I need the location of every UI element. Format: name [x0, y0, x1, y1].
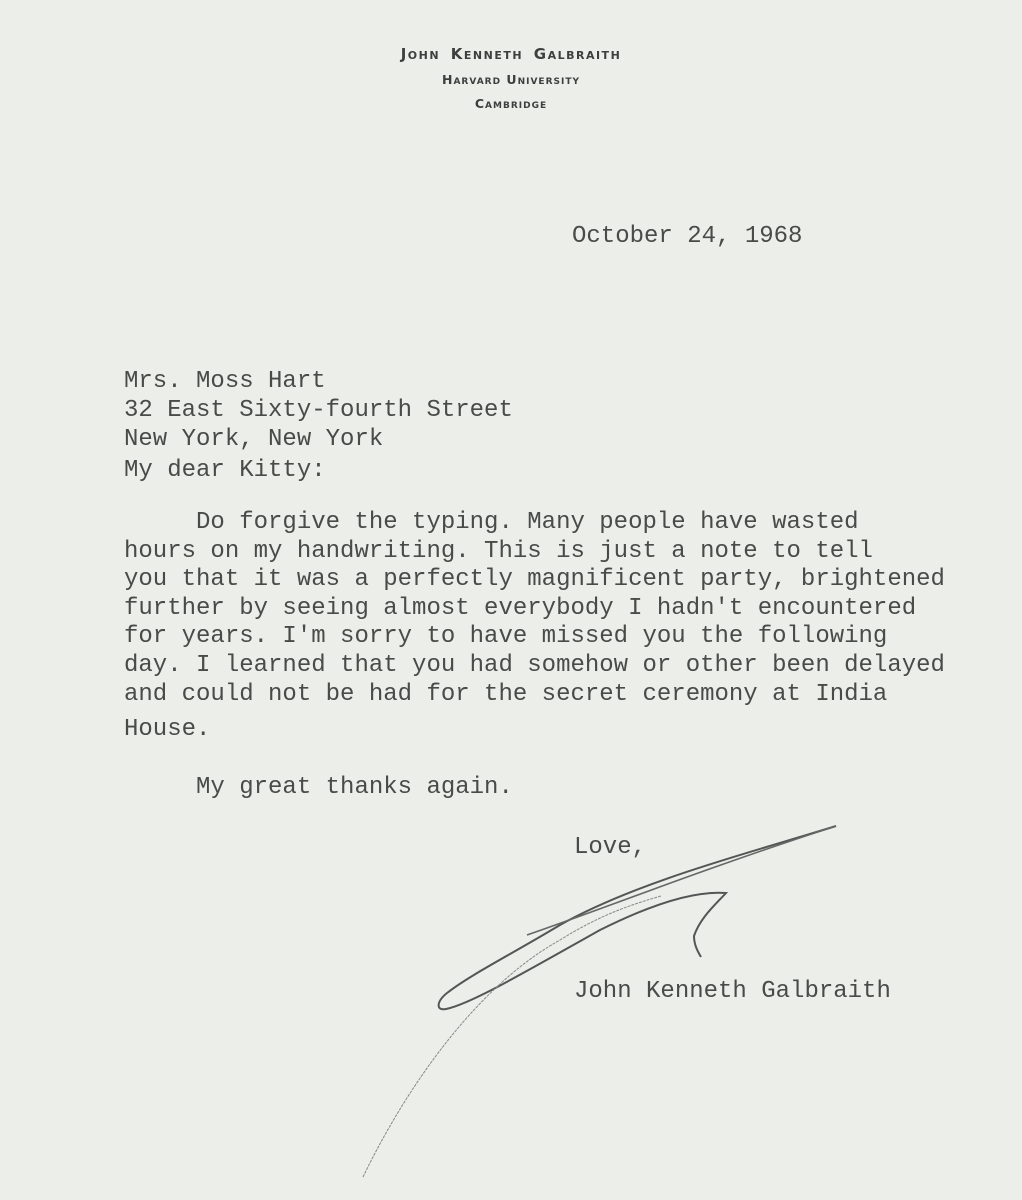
- closing-paragraph: My great thanks again.: [124, 774, 513, 801]
- letterhead-institution: Harvard University: [442, 72, 580, 87]
- body-line: day. I learned that you had somehow or other been delayed: [124, 652, 945, 679]
- body-line: for years. I'm sorry to have missed you the following: [124, 623, 888, 650]
- body-line: House.: [124, 716, 211, 743]
- letterhead-city: Cambridge: [474, 96, 548, 111]
- body-line: Do forgive the typing. Many people have wasted: [124, 509, 859, 536]
- letterhead-name: John Kenneth Galbraith: [400, 45, 622, 63]
- recipient-street: 32 East Sixty-fourth Street: [124, 397, 513, 424]
- salutation: My dear Kitty:: [124, 457, 326, 484]
- signature-name: John Kenneth Galbraith: [574, 978, 891, 1005]
- closing: Love,: [574, 834, 647, 861]
- recipient-city: New York, New York: [124, 426, 384, 453]
- body-line: you that it was a perfectly magnificent party, brightened: [124, 566, 945, 593]
- body-line: hours on my handwriting. This is just a note to tell: [124, 538, 873, 565]
- body-line: further by seeing almost everybody I hadn't encountered: [124, 595, 917, 622]
- recipient-name: Mrs. Moss Hart: [124, 368, 326, 395]
- letter-date: October 24, 1968: [572, 223, 803, 250]
- body-line: and could not be had for the secret ceremony at India: [124, 681, 888, 708]
